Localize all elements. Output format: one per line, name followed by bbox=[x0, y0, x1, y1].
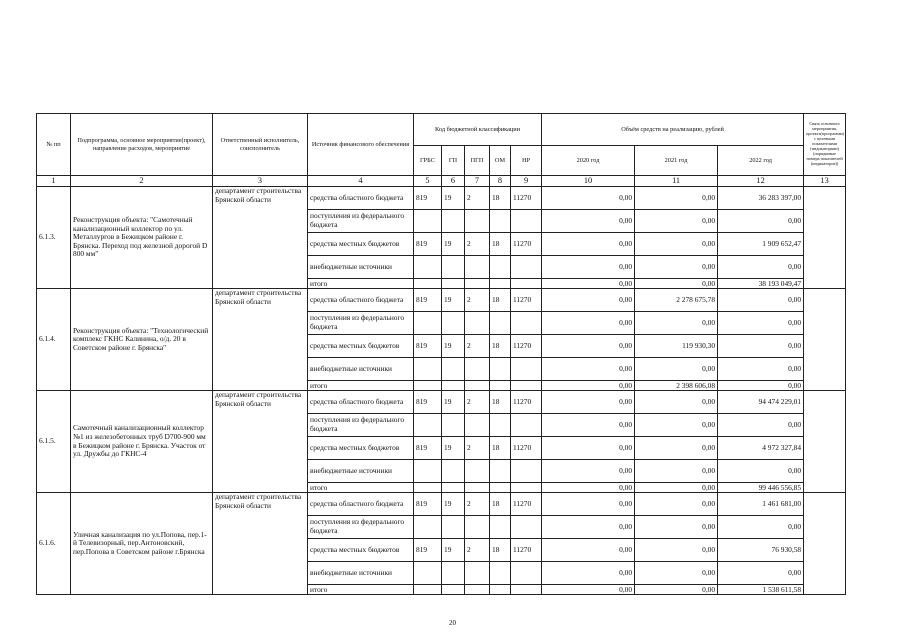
code-pgp bbox=[465, 483, 490, 493]
code-grbs bbox=[414, 460, 442, 483]
code-nr bbox=[511, 483, 542, 493]
code-pgp bbox=[465, 256, 490, 279]
column-number: 4 bbox=[308, 176, 414, 187]
amount-2020: 0,00 bbox=[542, 312, 635, 335]
code-pgp: 2 bbox=[465, 187, 490, 210]
amount-2020: 0,00 bbox=[542, 210, 635, 233]
code-grbs bbox=[414, 279, 442, 289]
code-grbs: 819 bbox=[414, 233, 442, 256]
funding-source: средства областного бюджета bbox=[308, 493, 414, 516]
header-code-gp: ГП bbox=[442, 146, 465, 176]
code-nr: 11270 bbox=[511, 539, 542, 562]
code-gp bbox=[442, 585, 465, 595]
amount-2020: 0,00 bbox=[542, 279, 635, 289]
budget-table bbox=[36, 113, 846, 595]
column-number: 8 bbox=[490, 176, 511, 187]
funding-source: средства местных бюджетов bbox=[308, 233, 414, 256]
code-pgp bbox=[465, 210, 490, 233]
code-nr: 11270 bbox=[511, 437, 542, 460]
code-grbs: 819 bbox=[414, 391, 442, 414]
amount-2021: 0,00 bbox=[635, 312, 718, 335]
project-name: Реконструкция объекта: "Самотечный канализационный коллектор по ул. Металлургов в Бежицком районе г. Брянска. Переход под железной дорогой D 800 мм" bbox=[71, 187, 213, 289]
column-number: 3 bbox=[213, 176, 308, 187]
header-number: № пп bbox=[37, 114, 71, 176]
code-nr bbox=[511, 312, 542, 335]
code-gp bbox=[442, 279, 465, 289]
amount-2022: 0,00 bbox=[718, 460, 804, 483]
amount-2020: 0,00 bbox=[542, 493, 635, 516]
funding-source: средства областного бюджета bbox=[308, 289, 414, 312]
code-pgp bbox=[465, 414, 490, 437]
amount-2022: 0,00 bbox=[718, 381, 804, 391]
amount-2022: 0,00 bbox=[718, 516, 804, 539]
amount-2021: 0,00 bbox=[635, 279, 718, 289]
code-om bbox=[490, 210, 511, 233]
amount-2020: 0,00 bbox=[542, 289, 635, 312]
code-gp bbox=[442, 256, 465, 279]
amount-2020: 0,00 bbox=[542, 437, 635, 460]
code-nr: 11270 bbox=[511, 335, 542, 358]
code-pgp bbox=[465, 358, 490, 381]
code-nr bbox=[511, 210, 542, 233]
code-om: 18 bbox=[490, 539, 511, 562]
project-responsible: департамент строительства Брянской области bbox=[213, 289, 308, 391]
amount-2020: 0,00 bbox=[542, 516, 635, 539]
code-nr: 11270 bbox=[511, 289, 542, 312]
amount-2022: 38 193 049,47 bbox=[718, 279, 804, 289]
code-nr bbox=[511, 562, 542, 585]
code-om bbox=[490, 460, 511, 483]
funding-source: средства местных бюджетов bbox=[308, 539, 414, 562]
code-om bbox=[490, 312, 511, 335]
table-row bbox=[37, 187, 846, 210]
column-number: 10 bbox=[542, 176, 635, 187]
funding-source: итого bbox=[308, 483, 414, 493]
code-nr bbox=[511, 460, 542, 483]
amount-2020: 0,00 bbox=[542, 539, 635, 562]
project-number: 6.1.5. bbox=[37, 391, 71, 493]
column-number: 1 bbox=[37, 176, 71, 187]
funding-source: внебюджетные источники bbox=[308, 256, 414, 279]
amount-2021: 0,00 bbox=[635, 460, 718, 483]
code-grbs bbox=[414, 585, 442, 595]
code-gp: 19 bbox=[442, 437, 465, 460]
code-om: 18 bbox=[490, 289, 511, 312]
amount-2022: 0,00 bbox=[718, 289, 804, 312]
code-grbs bbox=[414, 516, 442, 539]
amount-2022: 1 461 681,00 bbox=[718, 493, 804, 516]
code-nr bbox=[511, 516, 542, 539]
funding-source: поступления из федерального бюджета bbox=[308, 312, 414, 335]
column-number: 6 bbox=[442, 176, 465, 187]
amount-2021: 0,00 bbox=[635, 358, 718, 381]
code-pgp bbox=[465, 585, 490, 595]
code-pgp bbox=[465, 312, 490, 335]
column-number: 12 bbox=[718, 176, 804, 187]
code-om bbox=[490, 562, 511, 585]
code-nr bbox=[511, 414, 542, 437]
code-gp bbox=[442, 460, 465, 483]
column-number: 11 bbox=[635, 176, 718, 187]
column-number: 13 bbox=[804, 176, 846, 187]
amount-2020: 0,00 bbox=[542, 562, 635, 585]
code-gp: 19 bbox=[442, 391, 465, 414]
amount-2020: 0,00 bbox=[542, 483, 635, 493]
header-year-2022: 2022 год bbox=[718, 146, 804, 176]
code-nr bbox=[511, 585, 542, 595]
amount-2021: 0,00 bbox=[635, 562, 718, 585]
amount-2022: 0,00 bbox=[718, 335, 804, 358]
code-gp: 19 bbox=[442, 187, 465, 210]
amount-2021: 0,00 bbox=[635, 437, 718, 460]
header-code-pgp: ПГП bbox=[465, 146, 490, 176]
code-nr bbox=[511, 381, 542, 391]
amount-2020: 0,00 bbox=[542, 414, 635, 437]
amount-2021: 0,00 bbox=[635, 493, 718, 516]
code-pgp: 2 bbox=[465, 391, 490, 414]
code-om: 18 bbox=[490, 233, 511, 256]
code-gp: 19 bbox=[442, 539, 465, 562]
code-pgp: 2 bbox=[465, 289, 490, 312]
code-nr bbox=[511, 279, 542, 289]
amount-2021: 2 398 606,08 bbox=[635, 381, 718, 391]
project-name: Самотечный канализационный коллектор №1 из железобетонных труб D700-900 мм в Бежицком районе г. Брянска. Участок от ул. Дружбы до ГКНС-4 bbox=[71, 391, 213, 493]
code-gp bbox=[442, 414, 465, 437]
code-pgp bbox=[465, 562, 490, 585]
amount-2020: 0,00 bbox=[542, 256, 635, 279]
amount-2020: 0,00 bbox=[542, 335, 635, 358]
amount-2021: 0,00 bbox=[635, 187, 718, 210]
table-row bbox=[37, 391, 846, 414]
header-code-nr: НР bbox=[511, 146, 542, 176]
amount-2022: 99 446 556,85 bbox=[718, 483, 804, 493]
code-nr bbox=[511, 358, 542, 381]
code-gp: 19 bbox=[442, 335, 465, 358]
header-responsible: Ответственный исполнитель, соисполнитель bbox=[213, 114, 308, 176]
funding-source: поступления из федерального бюджета bbox=[308, 210, 414, 233]
code-om bbox=[490, 256, 511, 279]
code-grbs: 819 bbox=[414, 539, 442, 562]
column-number: 5 bbox=[414, 176, 442, 187]
amount-2022: 4 972 327,84 bbox=[718, 437, 804, 460]
header-volume: Объём средств на реализацию, рублей bbox=[542, 114, 804, 146]
project-responsible: департамент строительства Брянской области bbox=[213, 391, 308, 493]
funding-source: итого bbox=[308, 381, 414, 391]
code-gp bbox=[442, 358, 465, 381]
indicator-link bbox=[804, 187, 846, 289]
code-grbs bbox=[414, 312, 442, 335]
indicator-link bbox=[804, 289, 846, 391]
code-grbs: 819 bbox=[414, 289, 442, 312]
code-grbs bbox=[414, 562, 442, 585]
amount-2022: 0,00 bbox=[718, 210, 804, 233]
amount-2021: 0,00 bbox=[635, 585, 718, 595]
code-nr: 11270 bbox=[511, 493, 542, 516]
project-responsible: департамент строительства Брянской области bbox=[213, 493, 308, 595]
code-grbs: 819 bbox=[414, 493, 442, 516]
amount-2020: 0,00 bbox=[542, 460, 635, 483]
code-grbs bbox=[414, 256, 442, 279]
code-gp: 19 bbox=[442, 289, 465, 312]
project-number: 6.1.6. bbox=[37, 493, 71, 595]
code-grbs bbox=[414, 210, 442, 233]
code-pgp: 2 bbox=[465, 437, 490, 460]
amount-2021: 0,00 bbox=[635, 256, 718, 279]
indicator-link bbox=[804, 391, 846, 493]
code-grbs bbox=[414, 358, 442, 381]
indicator-link bbox=[804, 493, 846, 595]
code-nr: 11270 bbox=[511, 187, 542, 210]
code-pgp: 2 bbox=[465, 233, 490, 256]
amount-2022: 76 930,58 bbox=[718, 539, 804, 562]
amount-2022: 1 538 611,58 bbox=[718, 585, 804, 595]
code-grbs: 819 bbox=[414, 335, 442, 358]
amount-2021: 119 930,30 bbox=[635, 335, 718, 358]
amount-2021: 0,00 bbox=[635, 233, 718, 256]
header-year-2021: 2021 год bbox=[635, 146, 718, 176]
code-om bbox=[490, 381, 511, 391]
amount-2022: 0,00 bbox=[718, 312, 804, 335]
funding-source: внебюджетные источники bbox=[308, 358, 414, 381]
funding-source: поступления из федерального бюджета bbox=[308, 516, 414, 539]
amount-2021: 2 278 675,78 bbox=[635, 289, 718, 312]
code-pgp bbox=[465, 279, 490, 289]
amount-2021: 0,00 bbox=[635, 414, 718, 437]
code-gp bbox=[442, 381, 465, 391]
code-nr: 11270 bbox=[511, 233, 542, 256]
code-gp: 19 bbox=[442, 493, 465, 516]
code-gp bbox=[442, 312, 465, 335]
code-grbs bbox=[414, 483, 442, 493]
funding-source: средства областного бюджета bbox=[308, 391, 414, 414]
header-year-2020: 2020 год bbox=[542, 146, 635, 176]
code-om bbox=[490, 585, 511, 595]
project-number: 6.1.3. bbox=[37, 187, 71, 289]
code-pgp: 2 bbox=[465, 335, 490, 358]
header-budget-code: Код бюджетной классификации bbox=[414, 114, 542, 146]
amount-2022: 36 283 397,00 bbox=[718, 187, 804, 210]
code-om: 18 bbox=[490, 391, 511, 414]
code-om: 18 bbox=[490, 493, 511, 516]
code-pgp bbox=[465, 381, 490, 391]
code-pgp bbox=[465, 516, 490, 539]
header-indicator-link: Связь основного мероприятия, проекта(программы) с целевыми показателями (индикаторами) (порядковые номера показателей (индикаторов)) bbox=[804, 114, 846, 176]
code-nr: 11270 bbox=[511, 391, 542, 414]
amount-2022: 1 909 652,47 bbox=[718, 233, 804, 256]
column-number: 9 bbox=[511, 176, 542, 187]
amount-2022: 0,00 bbox=[718, 414, 804, 437]
funding-source: средства областного бюджета bbox=[308, 187, 414, 210]
amount-2022: 0,00 bbox=[718, 562, 804, 585]
funding-source: внебюджетные источники bbox=[308, 460, 414, 483]
code-gp bbox=[442, 483, 465, 493]
code-grbs bbox=[414, 414, 442, 437]
code-pgp: 2 bbox=[465, 539, 490, 562]
amount-2021: 0,00 bbox=[635, 516, 718, 539]
code-nr bbox=[511, 256, 542, 279]
page-number: 20 bbox=[449, 619, 456, 627]
column-number: 7 bbox=[465, 176, 490, 187]
funding-source: внебюджетные источники bbox=[308, 562, 414, 585]
amount-2021: 0,00 bbox=[635, 391, 718, 414]
budget-table-body bbox=[37, 187, 846, 595]
project-responsible: департамент строительства Брянской области bbox=[213, 187, 308, 289]
amount-2020: 0,00 bbox=[542, 381, 635, 391]
code-gp bbox=[442, 516, 465, 539]
funding-source: средства местных бюджетов bbox=[308, 335, 414, 358]
amount-2020: 0,00 bbox=[542, 391, 635, 414]
code-pgp bbox=[465, 460, 490, 483]
funding-source: поступления из федерального бюджета bbox=[308, 414, 414, 437]
code-om bbox=[490, 279, 511, 289]
amount-2022: 0,00 bbox=[718, 256, 804, 279]
header-program: Подпрограмма, основное мероприятие(проект), направление расходов, мероприятие bbox=[71, 114, 213, 176]
amount-2021: 0,00 bbox=[635, 539, 718, 562]
code-grbs: 819 bbox=[414, 437, 442, 460]
code-om: 18 bbox=[490, 437, 511, 460]
amount-2020: 0,00 bbox=[542, 233, 635, 256]
column-number: 2 bbox=[71, 176, 213, 187]
amount-2021: 0,00 bbox=[635, 483, 718, 493]
code-om bbox=[490, 516, 511, 539]
header-code-grbs: ГРБС bbox=[414, 146, 442, 176]
code-grbs: 819 bbox=[414, 187, 442, 210]
amount-2022: 0,00 bbox=[718, 358, 804, 381]
code-grbs bbox=[414, 381, 442, 391]
project-number: 6.1.4. bbox=[37, 289, 71, 391]
code-om: 18 bbox=[490, 335, 511, 358]
code-pgp: 2 bbox=[465, 493, 490, 516]
amount-2020: 0,00 bbox=[542, 187, 635, 210]
code-gp: 19 bbox=[442, 233, 465, 256]
table-row bbox=[37, 289, 846, 312]
header-source: Источник финансового обеспечения bbox=[308, 114, 414, 176]
project-name: Уличная канализация по ул.Попова, пер.1-й Телевизорный, пер.Антоновский, пер.Попова в Советском районе г.Брянска bbox=[71, 493, 213, 595]
amount-2021: 0,00 bbox=[635, 210, 718, 233]
code-om bbox=[490, 414, 511, 437]
amount-2022: 94 474 229,01 bbox=[718, 391, 804, 414]
funding-source: итого bbox=[308, 585, 414, 595]
code-om bbox=[490, 483, 511, 493]
funding-source: средства местных бюджетов bbox=[308, 437, 414, 460]
code-om: 18 bbox=[490, 187, 511, 210]
funding-source: итого bbox=[308, 279, 414, 289]
amount-2020: 0,00 bbox=[542, 585, 635, 595]
amount-2020: 0,00 bbox=[542, 358, 635, 381]
table-row bbox=[37, 493, 846, 516]
code-gp bbox=[442, 210, 465, 233]
header-code-om: ОМ bbox=[490, 146, 511, 176]
code-gp bbox=[442, 562, 465, 585]
project-name: Реконструкция объекта: "Технологический комплекс ГКНС Калинина, о/д. 20 в Советском районе г. Брянска" bbox=[71, 289, 213, 391]
code-om bbox=[490, 358, 511, 381]
